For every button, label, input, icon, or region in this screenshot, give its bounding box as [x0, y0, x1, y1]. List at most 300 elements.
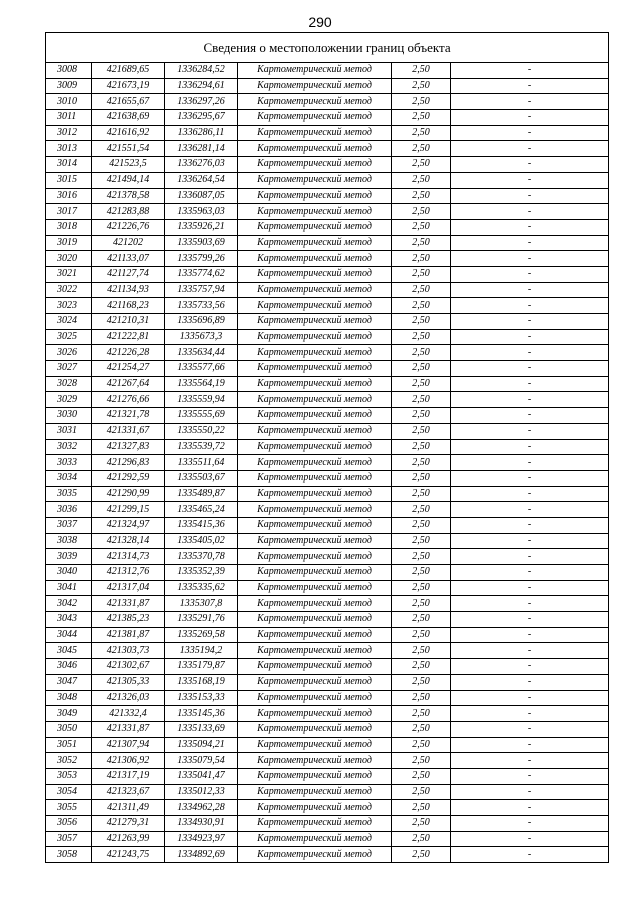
description-cell: -	[451, 847, 609, 863]
accuracy-cell: 2,50	[392, 690, 451, 706]
description-cell: -	[451, 643, 609, 659]
table-row	[46, 345, 609, 361]
x-coordinate-cell: 421311,49	[92, 800, 165, 816]
method-cell: Картометрический метод	[238, 737, 392, 753]
x-coordinate-cell: 421168,23	[92, 298, 165, 314]
y-coordinate-cell: 1335335,62	[165, 580, 238, 596]
accuracy-cell: 2,50	[392, 219, 451, 235]
accuracy-cell: 2,50	[392, 266, 451, 282]
y-coordinate-cell: 1335634,44	[165, 345, 238, 361]
accuracy-cell: 2,50	[392, 580, 451, 596]
accuracy-cell: 2,50	[392, 329, 451, 345]
x-coordinate-cell: 421263,99	[92, 831, 165, 847]
point-number-cell: 3041	[46, 580, 92, 596]
accuracy-cell: 2,50	[392, 78, 451, 94]
accuracy-cell: 2,50	[392, 549, 451, 565]
method-cell: Картометрический метод	[238, 282, 392, 298]
description-cell: -	[451, 141, 609, 157]
y-coordinate-cell: 1335539,72	[165, 439, 238, 455]
x-coordinate-cell: 421302,67	[92, 659, 165, 675]
point-number-cell: 3057	[46, 831, 92, 847]
x-coordinate-cell: 421616,92	[92, 125, 165, 141]
point-number-cell: 3053	[46, 768, 92, 784]
table-row	[46, 141, 609, 157]
x-coordinate-cell: 421312,76	[92, 565, 165, 581]
table-row	[46, 361, 609, 377]
x-coordinate-cell: 421210,31	[92, 314, 165, 330]
y-coordinate-cell: 1335503,67	[165, 470, 238, 486]
y-coordinate-cell: 1335903,69	[165, 235, 238, 251]
table-row	[46, 502, 609, 518]
y-coordinate-cell: 1335757,94	[165, 282, 238, 298]
accuracy-cell: 2,50	[392, 596, 451, 612]
accuracy-cell: 2,50	[392, 831, 451, 847]
x-coordinate-cell: 421222,81	[92, 329, 165, 345]
table-row	[46, 643, 609, 659]
y-coordinate-cell: 1336264,54	[165, 172, 238, 188]
description-cell: -	[451, 408, 609, 424]
table-row	[46, 627, 609, 643]
method-cell: Картометрический метод	[238, 517, 392, 533]
x-coordinate-cell: 421292,59	[92, 470, 165, 486]
y-coordinate-cell: 1335194,2	[165, 643, 238, 659]
x-coordinate-cell: 421324,97	[92, 517, 165, 533]
y-coordinate-cell: 1335550,22	[165, 423, 238, 439]
method-cell: Картометрический метод	[238, 596, 392, 612]
table-header-row	[46, 33, 609, 63]
x-coordinate-cell: 421494,14	[92, 172, 165, 188]
x-coordinate-cell: 421378,58	[92, 188, 165, 204]
accuracy-cell: 2,50	[392, 674, 451, 690]
point-number-cell: 3010	[46, 94, 92, 110]
x-coordinate-cell: 421331,67	[92, 423, 165, 439]
point-number-cell: 3011	[46, 110, 92, 126]
table-row	[46, 455, 609, 471]
y-coordinate-cell: 1335291,76	[165, 612, 238, 628]
y-coordinate-cell: 1335774,62	[165, 266, 238, 282]
y-coordinate-cell: 1335352,39	[165, 565, 238, 581]
method-cell: Картометрический метод	[238, 470, 392, 486]
y-coordinate-cell: 1336087,05	[165, 188, 238, 204]
y-coordinate-cell: 1336276,03	[165, 157, 238, 173]
description-cell: -	[451, 674, 609, 690]
x-coordinate-cell: 421385,23	[92, 612, 165, 628]
accuracy-cell: 2,50	[392, 800, 451, 816]
accuracy-cell: 2,50	[392, 157, 451, 173]
point-number-cell: 3036	[46, 502, 92, 518]
x-coordinate-cell: 421267,64	[92, 376, 165, 392]
x-coordinate-cell: 421673,19	[92, 78, 165, 94]
accuracy-cell: 2,50	[392, 847, 451, 863]
x-coordinate-cell: 421306,92	[92, 753, 165, 769]
y-coordinate-cell: 1335370,78	[165, 549, 238, 565]
description-cell: -	[451, 690, 609, 706]
method-cell: Картометрический метод	[238, 816, 392, 832]
method-cell: Картометрический метод	[238, 329, 392, 345]
method-cell: Картометрический метод	[238, 204, 392, 220]
table-row	[46, 314, 609, 330]
point-number-cell: 3024	[46, 314, 92, 330]
accuracy-cell: 2,50	[392, 423, 451, 439]
description-cell: -	[451, 251, 609, 267]
y-coordinate-cell: 1335489,87	[165, 486, 238, 502]
table-row	[46, 816, 609, 832]
x-coordinate-cell: 421279,31	[92, 816, 165, 832]
accuracy-cell: 2,50	[392, 439, 451, 455]
accuracy-cell: 2,50	[392, 63, 451, 79]
description-cell: -	[451, 737, 609, 753]
accuracy-cell: 2,50	[392, 172, 451, 188]
method-cell: Картометрический метод	[238, 172, 392, 188]
method-cell: Картометрический метод	[238, 78, 392, 94]
table-row	[46, 721, 609, 737]
description-cell: -	[451, 125, 609, 141]
y-coordinate-cell: 1335269,58	[165, 627, 238, 643]
x-coordinate-cell: 421226,28	[92, 345, 165, 361]
x-coordinate-cell: 421551,54	[92, 141, 165, 157]
method-cell: Картометрический метод	[238, 423, 392, 439]
x-coordinate-cell: 421202	[92, 235, 165, 251]
y-coordinate-cell: 1336286,11	[165, 125, 238, 141]
table-row	[46, 94, 609, 110]
point-number-cell: 3023	[46, 298, 92, 314]
table-row	[46, 172, 609, 188]
accuracy-cell: 2,50	[392, 784, 451, 800]
point-number-cell: 3028	[46, 376, 92, 392]
y-coordinate-cell: 1335926,21	[165, 219, 238, 235]
point-number-cell: 3012	[46, 125, 92, 141]
description-cell: -	[451, 78, 609, 94]
description-cell: -	[451, 63, 609, 79]
table-row	[46, 219, 609, 235]
method-cell: Картометрический метод	[238, 345, 392, 361]
method-cell: Картометрический метод	[238, 235, 392, 251]
y-coordinate-cell: 1335307,8	[165, 596, 238, 612]
accuracy-cell: 2,50	[392, 659, 451, 675]
point-number-cell: 3030	[46, 408, 92, 424]
description-cell: -	[451, 329, 609, 345]
method-cell: Картометрический метод	[238, 392, 392, 408]
description-cell: -	[451, 392, 609, 408]
x-coordinate-cell: 421317,19	[92, 768, 165, 784]
description-cell: -	[451, 455, 609, 471]
x-coordinate-cell: 421317,04	[92, 580, 165, 596]
method-cell: Картометрический метод	[238, 455, 392, 471]
method-cell: Картометрический метод	[238, 141, 392, 157]
table-row	[46, 439, 609, 455]
y-coordinate-cell: 1336284,52	[165, 63, 238, 79]
description-cell: -	[451, 204, 609, 220]
y-coordinate-cell: 1335696,89	[165, 314, 238, 330]
x-coordinate-cell: 421283,88	[92, 204, 165, 220]
table-row	[46, 517, 609, 533]
x-coordinate-cell: 421134,93	[92, 282, 165, 298]
description-cell: -	[451, 502, 609, 518]
point-number-cell: 3050	[46, 721, 92, 737]
point-number-cell: 3042	[46, 596, 92, 612]
boundary-table	[45, 32, 609, 863]
description-cell: -	[451, 596, 609, 612]
point-number-cell: 3017	[46, 204, 92, 220]
x-coordinate-cell: 421323,67	[92, 784, 165, 800]
table-row	[46, 329, 609, 345]
table-row	[46, 565, 609, 581]
y-coordinate-cell: 1335673,3	[165, 329, 238, 345]
y-coordinate-cell: 1335799,26	[165, 251, 238, 267]
accuracy-cell: 2,50	[392, 753, 451, 769]
accuracy-cell: 2,50	[392, 627, 451, 643]
x-coordinate-cell: 421638,69	[92, 110, 165, 126]
x-coordinate-cell: 421307,94	[92, 737, 165, 753]
point-number-cell: 3045	[46, 643, 92, 659]
y-coordinate-cell: 1335555,69	[165, 408, 238, 424]
accuracy-cell: 2,50	[392, 706, 451, 722]
description-cell: -	[451, 800, 609, 816]
method-cell: Картометрический метод	[238, 580, 392, 596]
description-cell: -	[451, 612, 609, 628]
description-cell: -	[451, 627, 609, 643]
description-cell: -	[451, 816, 609, 832]
accuracy-cell: 2,50	[392, 204, 451, 220]
description-cell: -	[451, 235, 609, 251]
description-cell: -	[451, 565, 609, 581]
method-cell: Картометрический метод	[238, 376, 392, 392]
y-coordinate-cell: 1335465,24	[165, 502, 238, 518]
accuracy-cell: 2,50	[392, 125, 451, 141]
x-coordinate-cell: 421276,66	[92, 392, 165, 408]
accuracy-cell: 2,50	[392, 392, 451, 408]
table-row	[46, 282, 609, 298]
accuracy-cell: 2,50	[392, 282, 451, 298]
description-cell: -	[451, 282, 609, 298]
accuracy-cell: 2,50	[392, 517, 451, 533]
description-cell: -	[451, 439, 609, 455]
point-number-cell: 3054	[46, 784, 92, 800]
accuracy-cell: 2,50	[392, 188, 451, 204]
description-cell: -	[451, 486, 609, 502]
method-cell: Картометрический метод	[238, 847, 392, 863]
method-cell: Картометрический метод	[238, 110, 392, 126]
x-coordinate-cell: 421331,87	[92, 596, 165, 612]
x-coordinate-cell: 421299,15	[92, 502, 165, 518]
accuracy-cell: 2,50	[392, 612, 451, 628]
y-coordinate-cell: 1335564,19	[165, 376, 238, 392]
table-row	[46, 392, 609, 408]
x-coordinate-cell: 421296,83	[92, 455, 165, 471]
point-number-cell: 3051	[46, 737, 92, 753]
y-coordinate-cell: 1335133,69	[165, 721, 238, 737]
x-coordinate-cell: 421327,83	[92, 439, 165, 455]
x-coordinate-cell: 421381,87	[92, 627, 165, 643]
y-coordinate-cell: 1335168,19	[165, 674, 238, 690]
y-coordinate-cell: 1336297,26	[165, 94, 238, 110]
table-row	[46, 596, 609, 612]
method-cell: Картометрический метод	[238, 502, 392, 518]
description-cell: -	[451, 266, 609, 282]
table-row	[46, 266, 609, 282]
table-row	[46, 674, 609, 690]
table-row	[46, 423, 609, 439]
page-number: 290	[308, 14, 332, 30]
x-coordinate-cell: 421314,73	[92, 549, 165, 565]
point-number-cell: 3021	[46, 266, 92, 282]
table-row	[46, 612, 609, 628]
method-cell: Картометрический метод	[238, 659, 392, 675]
point-number-cell: 3013	[46, 141, 92, 157]
description-cell: -	[451, 110, 609, 126]
table-row	[46, 110, 609, 126]
description-cell: -	[451, 533, 609, 549]
point-number-cell: 3046	[46, 659, 92, 675]
method-cell: Картометрический метод	[238, 768, 392, 784]
description-cell: -	[451, 831, 609, 847]
table-row	[46, 470, 609, 486]
table-row	[46, 800, 609, 816]
point-number-cell: 3008	[46, 63, 92, 79]
table-row	[46, 768, 609, 784]
description-cell: -	[451, 706, 609, 722]
method-cell: Картометрический метод	[238, 314, 392, 330]
x-coordinate-cell: 421226,76	[92, 219, 165, 235]
x-coordinate-cell: 421133,07	[92, 251, 165, 267]
y-coordinate-cell: 1335179,87	[165, 659, 238, 675]
y-coordinate-cell: 1336281,14	[165, 141, 238, 157]
y-coordinate-cell: 1335733,56	[165, 298, 238, 314]
y-coordinate-cell: 1335153,33	[165, 690, 238, 706]
method-cell: Картометрический метод	[238, 612, 392, 628]
y-coordinate-cell: 1335963,03	[165, 204, 238, 220]
description-cell: -	[451, 423, 609, 439]
description-cell: -	[451, 157, 609, 173]
accuracy-cell: 2,50	[392, 816, 451, 832]
table-title: Сведения о местоположении границ объекта	[46, 33, 609, 63]
y-coordinate-cell: 1334892,69	[165, 847, 238, 863]
accuracy-cell: 2,50	[392, 533, 451, 549]
table-row	[46, 63, 609, 79]
point-number-cell: 3022	[46, 282, 92, 298]
method-cell: Картометрический метод	[238, 706, 392, 722]
table-row	[46, 188, 609, 204]
y-coordinate-cell: 1335041,47	[165, 768, 238, 784]
table-row	[46, 533, 609, 549]
accuracy-cell: 2,50	[392, 502, 451, 518]
point-number-cell: 3034	[46, 470, 92, 486]
description-cell: -	[451, 549, 609, 565]
description-cell: -	[451, 376, 609, 392]
method-cell: Картометрический метод	[238, 533, 392, 549]
accuracy-cell: 2,50	[392, 486, 451, 502]
accuracy-cell: 2,50	[392, 470, 451, 486]
point-number-cell: 3015	[46, 172, 92, 188]
method-cell: Картометрический метод	[238, 643, 392, 659]
point-number-cell: 3049	[46, 706, 92, 722]
method-cell: Картометрический метод	[238, 63, 392, 79]
description-cell: -	[451, 659, 609, 675]
x-coordinate-cell: 421655,67	[92, 94, 165, 110]
table-row	[46, 659, 609, 675]
table-row	[46, 690, 609, 706]
point-number-cell: 3031	[46, 423, 92, 439]
accuracy-cell: 2,50	[392, 94, 451, 110]
method-cell: Картометрический метод	[238, 157, 392, 173]
point-number-cell: 3038	[46, 533, 92, 549]
y-coordinate-cell: 1335511,64	[165, 455, 238, 471]
method-cell: Картометрический метод	[238, 266, 392, 282]
y-coordinate-cell: 1335094,21	[165, 737, 238, 753]
method-cell: Картометрический метод	[238, 486, 392, 502]
method-cell: Картометрический метод	[238, 627, 392, 643]
table-body	[46, 63, 609, 863]
table-row	[46, 157, 609, 173]
description-cell: -	[451, 768, 609, 784]
description-cell: -	[451, 219, 609, 235]
point-number-cell: 3033	[46, 455, 92, 471]
description-cell: -	[451, 172, 609, 188]
point-number-cell: 3052	[46, 753, 92, 769]
accuracy-cell: 2,50	[392, 251, 451, 267]
x-coordinate-cell: 421689,65	[92, 63, 165, 79]
accuracy-cell: 2,50	[392, 376, 451, 392]
point-number-cell: 3048	[46, 690, 92, 706]
method-cell: Картометрический метод	[238, 298, 392, 314]
x-coordinate-cell: 421254,27	[92, 361, 165, 377]
method-cell: Картометрический метод	[238, 251, 392, 267]
point-number-cell: 3047	[46, 674, 92, 690]
table-row	[46, 376, 609, 392]
table-row	[46, 486, 609, 502]
x-coordinate-cell: 421127,74	[92, 266, 165, 282]
x-coordinate-cell: 421243,75	[92, 847, 165, 863]
x-coordinate-cell: 421303,73	[92, 643, 165, 659]
point-number-cell: 3026	[46, 345, 92, 361]
point-number-cell: 3014	[46, 157, 92, 173]
description-cell: -	[451, 784, 609, 800]
method-cell: Картометрический метод	[238, 94, 392, 110]
accuracy-cell: 2,50	[392, 408, 451, 424]
method-cell: Картометрический метод	[238, 125, 392, 141]
point-number-cell: 3009	[46, 78, 92, 94]
x-coordinate-cell: 421321,78	[92, 408, 165, 424]
point-number-cell: 3037	[46, 517, 92, 533]
point-number-cell: 3040	[46, 565, 92, 581]
x-coordinate-cell: 421523,5	[92, 157, 165, 173]
x-coordinate-cell: 421290,99	[92, 486, 165, 502]
point-number-cell: 3018	[46, 219, 92, 235]
y-coordinate-cell: 1336295,67	[165, 110, 238, 126]
table-row	[46, 753, 609, 769]
x-coordinate-cell: 421305,33	[92, 674, 165, 690]
point-number-cell: 3016	[46, 188, 92, 204]
method-cell: Картометрический метод	[238, 800, 392, 816]
method-cell: Картометрический метод	[238, 674, 392, 690]
table-row	[46, 408, 609, 424]
point-number-cell: 3055	[46, 800, 92, 816]
x-coordinate-cell: 421326,03	[92, 690, 165, 706]
point-number-cell: 3056	[46, 816, 92, 832]
description-cell: -	[451, 94, 609, 110]
table-row	[46, 737, 609, 753]
accuracy-cell: 2,50	[392, 565, 451, 581]
description-cell: -	[451, 188, 609, 204]
accuracy-cell: 2,50	[392, 235, 451, 251]
accuracy-cell: 2,50	[392, 345, 451, 361]
description-cell: -	[451, 580, 609, 596]
table-row	[46, 784, 609, 800]
description-cell: -	[451, 470, 609, 486]
point-number-cell: 3027	[46, 361, 92, 377]
point-number-cell: 3020	[46, 251, 92, 267]
y-coordinate-cell: 1335145,36	[165, 706, 238, 722]
